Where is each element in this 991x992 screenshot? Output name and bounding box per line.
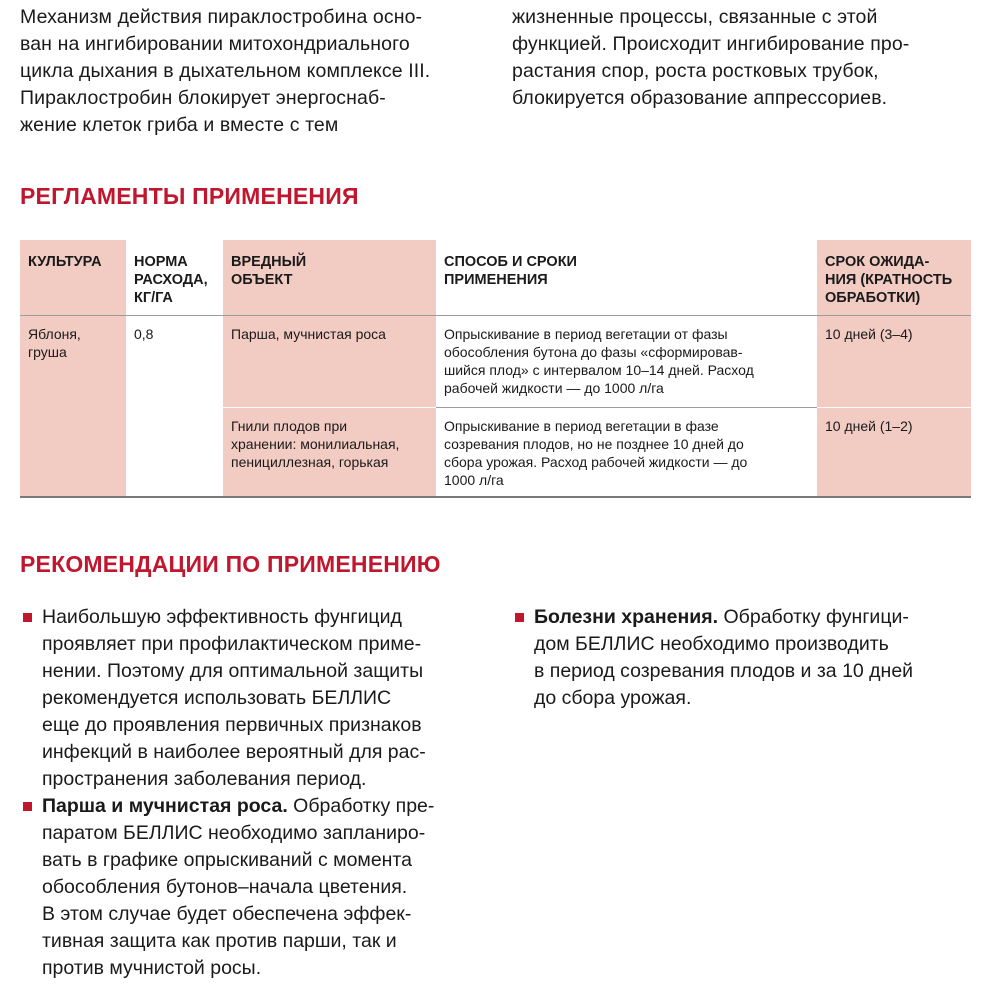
bullet-text: Наибольшую эффективность фунгицид проявляет при профилактическом приме- нении. Поэтому для оптимальной защиты рекомендуется использовать БЕЛЛИС еще до проявления первичных признаков инфекций в наиболее вероятный для рас- пространения заболевания период. <box>42 606 426 790</box>
bullet-square-icon <box>23 802 32 811</box>
cell-pest: Парша, мучнистая роса <box>223 316 436 408</box>
intro-paragraph-right: жизненные процессы, связанные с этой функцией. Происходит ингибирование про- растания спор, роста ростковых трубок, блокируется образование аппрессориев. <box>512 6 910 109</box>
regulations-table <box>20 240 971 498</box>
cell-rate: 0,8 <box>126 316 223 498</box>
bullet-lead: Болезни хранения. <box>534 606 719 628</box>
list-item <box>20 793 490 982</box>
bullet-square-icon <box>23 613 32 622</box>
cell-waiting-period: 10 дней (3–4) <box>817 316 971 408</box>
bullet-lead: Парша и мучнистая роса. <box>42 795 288 817</box>
cell-crop: Яблоня, груша <box>20 316 126 498</box>
list-item <box>20 604 490 793</box>
header-method: СПОСОБ И СРОКИ ПРИМЕНЕНИЯ <box>436 240 817 316</box>
recommendations-left-column <box>20 604 490 982</box>
cell-waiting-period: 10 дней (1–2) <box>817 408 971 498</box>
header-pest: ВРЕДНЫЙ ОБЪЕКТ <box>223 240 436 316</box>
recommendations-right-column <box>512 604 972 712</box>
header-rate: НОРМА РАСХОДА, КГ/ГА <box>126 240 223 316</box>
cell-method: Опрыскивание в период вегетации от фазы обособления бутона до фазы «сформировав- шийся плод» с интервалом 10–14 дней. Расход рабочей жидкости — до 1000 л/га <box>444 326 754 396</box>
header-waiting-period: СРОК ОЖИДА- НИЯ (КРАТНОСТЬ ОБРАБОТКИ) <box>817 240 971 316</box>
list-item <box>512 604 972 712</box>
regulations-heading: РЕГЛАМЕНТЫ ПРИМЕНЕНИЯ <box>20 183 359 209</box>
header-crop: КУЛЬТУРА <box>20 240 126 316</box>
bullet-square-icon <box>515 613 524 622</box>
table-header-row <box>20 240 971 316</box>
bullet-text: Обработку фунгици- дом БЕЛЛИС необходимо производить в период созревания плодов и за 10 дней до сбора урожая. <box>534 606 914 709</box>
recommendations-heading: РЕКОМЕНДАЦИИ ПО ПРИМЕНЕНИЮ <box>20 551 441 577</box>
intro-paragraph-left: Механизм действия пираклостробина осно- ван на ингибировании митохондриального цикла дыхания в дыхательном комплексе III. Пираклостробин блокирует энергоснаб- жение клеток гриба и вместе с тем <box>20 6 431 136</box>
table-row <box>20 316 971 408</box>
cell-pest: Гнили плодов при хранении: монилиальная, пенициллезная, горькая <box>223 408 436 498</box>
bullet-text: Обработку пре- паратом БЕЛЛИС необходимо запланиро- вать в графике опрыскиваний с момента обособления бутонов–начала цветения. В этом случае будет обеспечена эффек- тивная защита как против парши, так и против мучнистой росы. <box>42 795 435 979</box>
cell-method: Опрыскивание в период вегетации в фазе созревания плодов, но не позднее 10 дней до сбора урожая. Расход рабочей жидкости — до 1000 л/га <box>436 408 817 498</box>
